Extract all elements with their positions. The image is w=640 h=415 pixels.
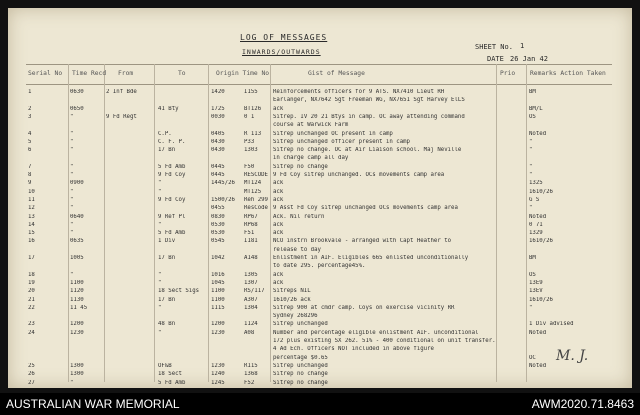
- cell-serial: 12: [28, 205, 35, 212]
- cell-serial: 13: [28, 213, 35, 220]
- cell-serial: 18: [28, 271, 35, 278]
- col-header-to: To: [178, 70, 186, 77]
- cell-remarks: 1325: [529, 180, 543, 187]
- cell-gist: ack: [273, 105, 284, 112]
- cell-serial: 11: [28, 196, 35, 203]
- cell-origin: 0445: [211, 163, 225, 170]
- cell-no: 0 1: [244, 113, 255, 120]
- cell-origin: 0405: [211, 130, 225, 137]
- sheet-number-label: SHEET No.: [475, 43, 513, 51]
- cell-origin: 1045: [211, 279, 225, 286]
- cell-from: 2 Inf Bde: [106, 89, 137, 95]
- col-header-time: Time Recd: [72, 70, 107, 77]
- header-bottom-rule: [26, 84, 612, 85]
- cell-serial: 7: [28, 163, 32, 170]
- cell-no: BT126: [244, 105, 262, 112]
- cell-gist: ack: [273, 221, 284, 228]
- cell-no: 1303: [244, 147, 258, 154]
- cell-serial: 16: [28, 238, 35, 245]
- cell-time: ": [70, 113, 74, 120]
- cell-to: 17 Bn: [158, 147, 176, 154]
- cell-gist: ack: [273, 279, 284, 286]
- cell-time: ": [70, 147, 74, 154]
- cell-gist: ack: [273, 188, 284, 195]
- date-label: DATE: [487, 55, 504, 63]
- cell-origin: 0030: [211, 113, 225, 120]
- cell-time: ": [70, 188, 74, 195]
- cell-remarks: OC: [529, 354, 536, 361]
- cell-origin: 1042: [211, 255, 225, 261]
- sheet-title: LOG OF MESSAGES: [240, 33, 328, 42]
- cell-remarks: ": [529, 172, 533, 178]
- cell-time: ": [70, 271, 74, 278]
- cell-time: ": [70, 138, 74, 145]
- cell-no: A148: [244, 255, 258, 261]
- cell-gist: Sitrep no change: [273, 379, 328, 386]
- cell-gist: release to day: [273, 246, 321, 253]
- cell-remarks: 1610/26: [529, 238, 553, 245]
- cell-gist: Earlanger, NX7642 Sgt Freeman WG, NX7651 Sgt Harvey ElLS: [273, 97, 465, 104]
- cell-remarks: ": [529, 304, 533, 311]
- cell-remarks: 1610/26: [529, 188, 553, 195]
- cell-gist: ack: [273, 230, 284, 237]
- sheet-subtitle: INWARDS/OUTWARDS: [242, 48, 321, 56]
- cell-gist: Sitrep unchanged: [273, 321, 328, 328]
- cell-no: 1368: [244, 371, 258, 378]
- cell-serial: 25: [28, 362, 35, 369]
- cell-time: ": [70, 130, 74, 137]
- cell-serial: 20: [28, 288, 35, 295]
- cell-no: R 113: [244, 130, 262, 137]
- cell-serial: 27: [28, 379, 35, 386]
- cell-origin: 0530: [211, 230, 225, 237]
- cell-to: 5 Fd Amb: [158, 230, 186, 237]
- cell-time: 1200: [70, 321, 84, 328]
- date-value: 26 Jan 42: [510, 55, 548, 63]
- cell-time: 1120: [70, 288, 84, 295]
- cell-time: 0900: [70, 180, 84, 187]
- cell-serial: 5: [28, 138, 32, 145]
- cell-to: ": [158, 271, 162, 278]
- cell-to: 9 Fd Coy: [158, 172, 186, 178]
- footer-accession-number: AWM2020.71.8463: [531, 397, 634, 411]
- cell-origin: 0830: [211, 213, 225, 220]
- cell-no: P33: [244, 138, 255, 145]
- col-header-gist: Gist of Message: [308, 70, 365, 77]
- cell-to: ": [158, 221, 162, 228]
- cell-remarks: Noted: [529, 329, 547, 336]
- cell-origin: 1230: [211, 329, 225, 336]
- cell-time: ": [70, 172, 74, 178]
- cell-serial: 15: [28, 230, 35, 237]
- cell-gist: Ack. Nil return: [273, 213, 325, 220]
- cell-serial: 17: [28, 255, 35, 261]
- cell-to: 5 Fd Amb: [158, 163, 186, 170]
- cell-remarks: Noted: [529, 362, 547, 369]
- cell-no: F52: [244, 379, 255, 386]
- cell-gist: Sitrep. IV 20 21 Btys in camp. OC away attending command: [273, 113, 465, 120]
- cell-origin: 1500/26: [211, 196, 235, 203]
- handwritten-signature: M. J.: [556, 348, 589, 364]
- cell-serial: 9: [28, 180, 32, 187]
- cell-origin: 1445/26: [211, 180, 235, 187]
- cell-origin: 1420: [211, 89, 225, 95]
- cell-time: 0635: [70, 238, 84, 245]
- cell-to: C. F. P.: [158, 138, 186, 145]
- cell-origin: 1016: [211, 271, 225, 278]
- cell-remarks: 13EV: [529, 288, 543, 295]
- cell-to: 9 Fd Coy: [158, 196, 186, 203]
- cell-origin: 1100: [211, 296, 225, 303]
- cell-to: C.P.: [158, 130, 172, 137]
- cell-from: 9 Fd Regt: [106, 113, 137, 120]
- cell-time: 0630: [70, 89, 84, 95]
- cell-serial: 3: [28, 113, 32, 120]
- cell-time: 0650: [70, 105, 84, 112]
- cell-origin: 1245: [211, 379, 225, 386]
- cell-remarks: BM: [529, 89, 536, 95]
- cell-time: 1300: [70, 362, 84, 369]
- cell-gist: 1610/26 ack: [273, 296, 311, 303]
- cell-gist: Sitrep no change: [273, 371, 328, 378]
- cell-no: 1304: [244, 304, 258, 311]
- table-row: [8, 379, 632, 389]
- cell-remarks: ": [529, 147, 533, 154]
- cell-time: 1130: [70, 296, 84, 303]
- cell-gist: ack: [273, 180, 284, 187]
- cell-remarks: 1329: [529, 230, 543, 237]
- cell-gist: Sitrep 900 at cmdr camp. Coys on exercise vicinity RR: [273, 304, 455, 311]
- cell-gist: NCO instrn Brookvale - arranged with Capt Heather to: [273, 238, 452, 245]
- cell-gist: Sydney 268296: [273, 313, 318, 320]
- cell-no: MT125: [244, 188, 262, 195]
- cell-gist: Sitreps NIL: [273, 288, 311, 295]
- cell-no: A307: [244, 296, 258, 303]
- sheet-number: 1: [520, 42, 525, 50]
- cell-gist: Enlistment in AIF. Eligibles 665 enlisted unconditionally: [273, 255, 469, 261]
- cell-no: A08: [244, 329, 255, 336]
- col-header-prio: Prio: [500, 70, 516, 77]
- cell-gist: 9 Asst Fd Coy sitrep unchanged OCs movements camp area: [273, 205, 458, 212]
- cell-time: 1100: [70, 279, 84, 286]
- cell-remarks: OS: [529, 271, 536, 278]
- cell-serial: 22: [28, 304, 35, 311]
- cell-origin: 1230: [211, 362, 225, 369]
- cell-origin: 0455: [211, 205, 225, 212]
- cell-to: 18 Sect: [158, 371, 182, 378]
- cell-to: ": [158, 304, 162, 311]
- cell-remarks: 13E9: [529, 279, 543, 286]
- cell-to: 18 Sect Sigs: [158, 288, 200, 295]
- cell-remarks: 0 71: [529, 221, 543, 228]
- col-header-remarks: Remarks Action Taken: [530, 70, 606, 77]
- cell-time: 1005: [70, 255, 84, 261]
- cell-serial: 8: [28, 172, 32, 178]
- cell-origin: 1100: [211, 288, 225, 295]
- cell-origin: 1240: [211, 371, 225, 378]
- cell-origin: 0445: [211, 172, 225, 178]
- cell-no: ResCode: [244, 205, 268, 212]
- cell-gist: 9 Fd Coy sitrep unchanged. OCs movements camp area: [273, 172, 445, 178]
- cell-time: ": [70, 196, 74, 203]
- cell-no: F51: [244, 230, 255, 237]
- cell-serial: 1: [28, 89, 32, 95]
- cell-no: 1307: [244, 279, 258, 286]
- cell-to: ": [158, 279, 162, 286]
- cell-remarks: ": [529, 138, 533, 145]
- cell-no: Reh 299: [244, 196, 268, 203]
- cell-gist: Sitrep no change. OC at Air Liaison school. Maj Neville: [273, 147, 462, 154]
- cell-to: 5 Fd Amb: [158, 379, 186, 386]
- cell-time: ": [70, 221, 74, 228]
- cell-serial: 6: [28, 147, 32, 154]
- cell-no: F50: [244, 163, 255, 170]
- cell-gist: 172 plus existing SX 262. 51% - 400 conditional on unit transfer.: [273, 338, 496, 344]
- cell-no: 1305: [244, 271, 258, 278]
- cell-no: RP67: [244, 213, 258, 220]
- cell-gist: Reinforcements officers for 9 ATS. NX7410 Lieut RH: [273, 89, 445, 95]
- cell-serial: 24: [28, 329, 35, 336]
- cell-to: ": [158, 329, 162, 336]
- cell-gist: Sitrep unchanged OC present in camp: [273, 130, 393, 137]
- cell-serial: 21: [28, 296, 35, 303]
- cell-to: ": [158, 180, 162, 187]
- cell-remarks: 1610/26: [529, 296, 553, 303]
- cell-gist: in charge camp all day: [273, 155, 349, 162]
- cell-no: I155: [244, 89, 258, 95]
- cell-no: I181: [244, 238, 258, 245]
- cell-origin: 0430: [211, 138, 225, 145]
- header-top-rule: [26, 64, 612, 65]
- cell-no: RP68: [244, 221, 258, 228]
- cell-serial: 2: [28, 105, 32, 112]
- cell-remarks: BM: [529, 255, 536, 261]
- cell-serial: 10: [28, 188, 35, 195]
- cell-origin: 0530: [211, 221, 225, 228]
- cell-remarks: ": [529, 163, 533, 170]
- cell-gist: Sitrep unchanged: [273, 362, 328, 369]
- cell-to: 48 Bn: [158, 321, 176, 328]
- cell-no: MT124: [244, 180, 262, 187]
- cell-origin: 0430: [211, 147, 225, 154]
- cell-serial: 19: [28, 279, 35, 286]
- cell-time: 11 45: [70, 304, 88, 311]
- cell-gist: ack: [273, 271, 284, 278]
- cell-time: ": [70, 230, 74, 237]
- cell-gist: to date 295. percentage45%.: [273, 263, 366, 270]
- cell-remarks: ": [529, 205, 533, 212]
- cell-no: 1124: [244, 321, 258, 328]
- cell-to: 17 Bn: [158, 255, 176, 261]
- cell-remarks: OS: [529, 113, 536, 120]
- cell-to: 1 Div: [158, 238, 176, 245]
- cell-remarks: G S: [529, 196, 540, 203]
- cell-time: 0640: [70, 213, 84, 220]
- cell-to: OF&B: [158, 362, 172, 369]
- cell-gist: Sitrep unchanged officer present in camp: [273, 138, 410, 145]
- cell-origin: 1725: [211, 105, 225, 112]
- footer-institution: AUSTRALIAN WAR MEMORIAL: [6, 397, 180, 411]
- cell-remarks: BM/L: [529, 105, 543, 112]
- cell-serial: 14: [28, 221, 35, 228]
- cell-time: ": [70, 205, 74, 212]
- cell-gist: 4 Ad Ech. Officers NOT included in above figure: [273, 346, 434, 353]
- col-header-origin: Origin Time No: [216, 70, 270, 77]
- cell-time: 1230: [70, 329, 84, 336]
- cell-to: 17 Bn: [158, 296, 176, 303]
- cell-origin: 0545: [211, 238, 225, 245]
- cell-gist: percentage $0.65: [273, 354, 328, 361]
- cell-origin: 1115: [211, 304, 225, 311]
- cell-to: 41 Bty: [158, 105, 179, 112]
- cell-to: 9 Ref Pl: [158, 213, 186, 220]
- cell-no: RESCODE: [244, 172, 268, 178]
- cell-gist: course at Warwick Farm: [273, 122, 349, 129]
- cell-to: ": [158, 188, 162, 195]
- cell-time: ": [70, 163, 74, 170]
- cell-gist: ack: [273, 196, 284, 203]
- cell-time: 1300: [70, 371, 84, 378]
- col-header-from: From: [118, 70, 134, 77]
- cell-remarks: Noted: [529, 130, 547, 137]
- cell-serial: 4: [28, 130, 32, 137]
- col-header-serial: Serial No: [28, 70, 63, 77]
- cell-gist: Number and percentage eligible enlistment AIF. unconditional: [273, 329, 479, 336]
- cell-remarks: Noted: [529, 213, 547, 220]
- log-sheet: [8, 8, 632, 388]
- cell-serial: 23: [28, 321, 35, 328]
- cell-gist: Sitrep no change: [273, 163, 328, 170]
- cell-no: RS/117: [244, 288, 265, 295]
- cell-time: ": [70, 379, 74, 386]
- cell-origin: 1200: [211, 321, 225, 328]
- cell-no: R115: [244, 362, 258, 369]
- cell-serial: 26: [28, 371, 35, 378]
- cell-remarks: 1 Div advised: [529, 321, 574, 328]
